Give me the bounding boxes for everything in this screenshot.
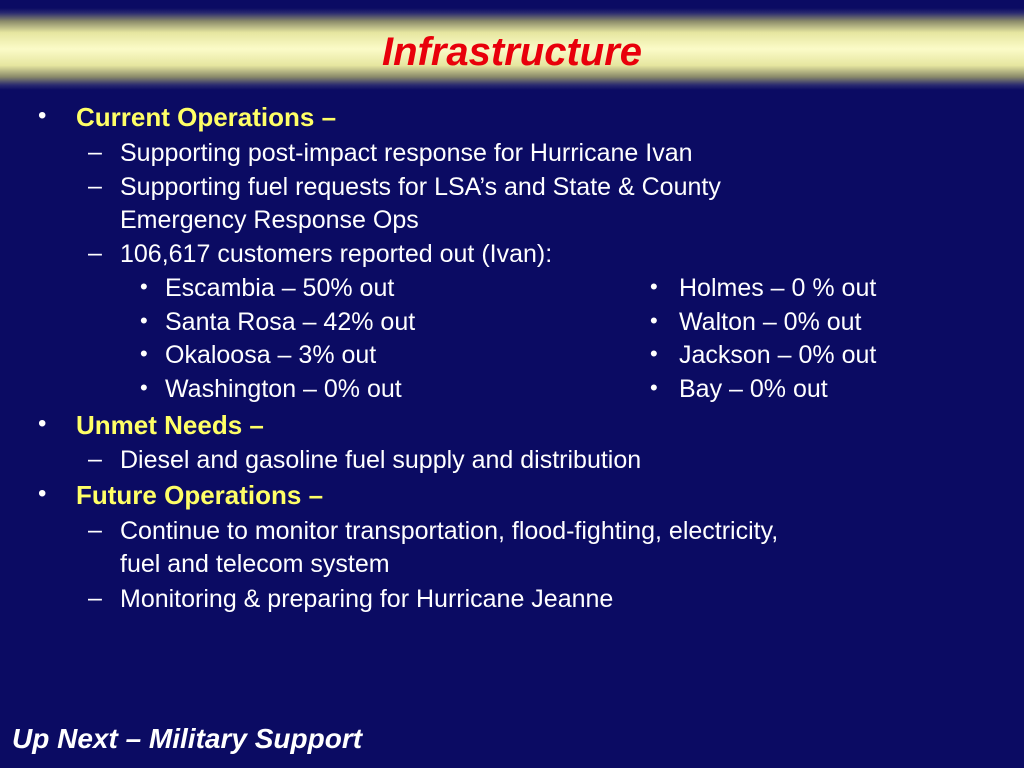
- current-item-2-cont: Emergency Response Ops: [120, 206, 419, 234]
- dash-icon: –: [88, 239, 102, 267]
- county-santa-rosa: Santa Rosa – 42% out: [165, 308, 416, 336]
- unmet-needs-heading: Unmet Needs –: [76, 410, 264, 440]
- bullet-icon: •: [140, 274, 148, 299]
- current-item-1: Supporting post-impact response for Hurricane Ivan: [120, 139, 693, 167]
- dash-icon: –: [88, 584, 102, 612]
- county-bay: Bay – 0% out: [679, 375, 828, 403]
- future-item-1: Continue to monitor transportation, flood-fighting, electricity,: [120, 517, 779, 545]
- bullet-icon: •: [38, 480, 47, 507]
- bullet-icon: •: [140, 341, 148, 366]
- bullet-icon: •: [140, 308, 148, 333]
- bullet-icon: •: [650, 341, 658, 366]
- county-escambia: Escambia – 50% out: [165, 274, 395, 302]
- county-holmes: Holmes – 0 % out: [679, 274, 877, 302]
- future-operations-heading: Future Operations –: [76, 480, 324, 510]
- bullet-icon: •: [38, 102, 47, 129]
- bullet-icon: •: [650, 274, 658, 299]
- county-washington: Washington – 0% out: [165, 375, 402, 403]
- dash-icon: –: [88, 516, 102, 544]
- county-jackson: Jackson – 0% out: [679, 341, 877, 369]
- county-okaloosa: Okaloosa – 3% out: [165, 341, 377, 369]
- current-item-2: Supporting fuel requests for LSA’s and State & County: [120, 173, 721, 201]
- county-walton: Walton – 0% out: [679, 308, 862, 336]
- current-item-3: 106,617 customers reported out (Ivan):: [120, 240, 553, 268]
- future-item-2: Monitoring & preparing for Hurricane Jeanne: [120, 585, 614, 613]
- footer-next-topic: Up Next – Military Support: [12, 723, 363, 754]
- dash-icon: –: [88, 138, 102, 166]
- bullet-icon: •: [650, 308, 658, 333]
- future-item-1-cont: fuel and telecom system: [120, 550, 390, 578]
- bullet-icon: •: [38, 410, 47, 437]
- bullet-icon: •: [140, 375, 148, 400]
- bullet-icon: •: [650, 375, 658, 400]
- dash-icon: –: [88, 445, 102, 473]
- slide-title: Infrastructure: [381, 30, 643, 74]
- dash-icon: –: [88, 172, 102, 200]
- unmet-item-1: Diesel and gasoline fuel supply and distribution: [120, 446, 642, 474]
- current-operations-heading: Current Operations –: [76, 102, 337, 132]
